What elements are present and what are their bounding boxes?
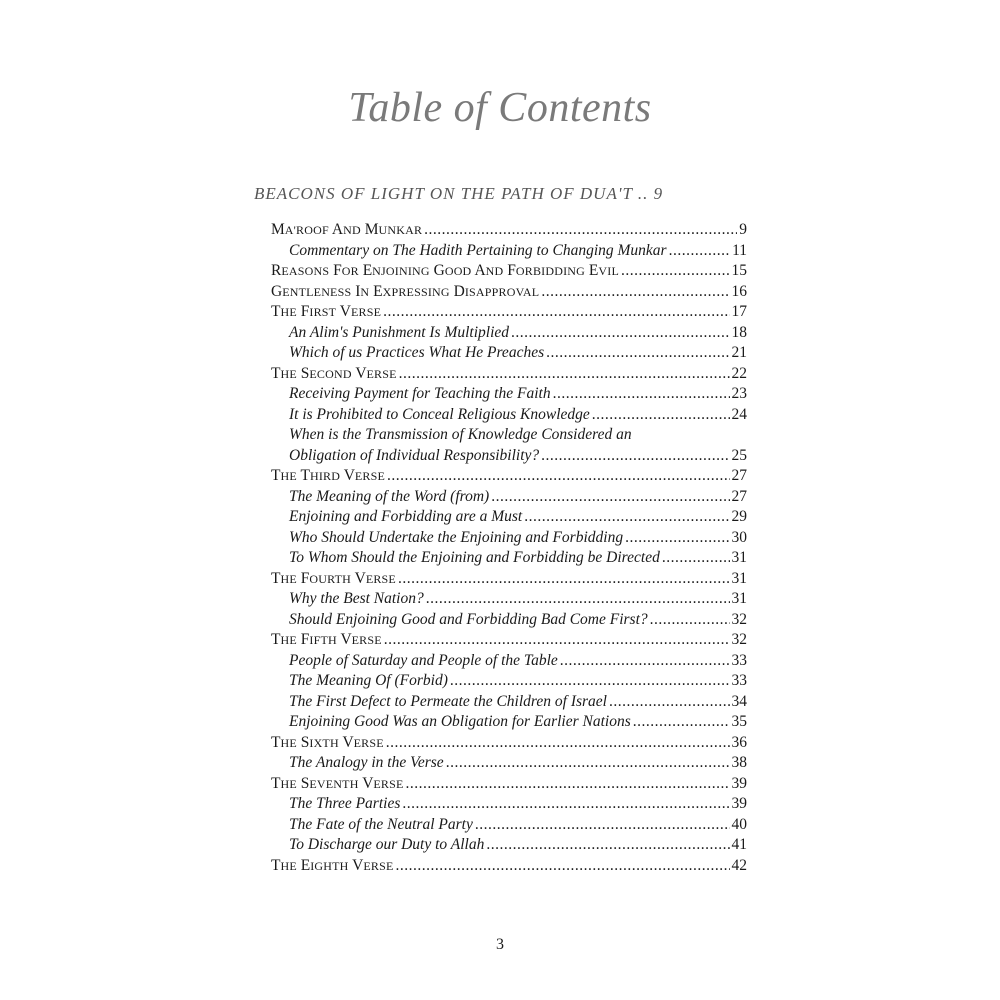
toc-entry-page: 23: [731, 385, 747, 402]
toc-entry-page: 33: [731, 672, 747, 689]
toc-entry-title: People of Saturday and People of the Table: [289, 651, 558, 669]
toc-entry-page: 40: [731, 815, 747, 833]
toc-leader-dots: [560, 651, 730, 672]
toc-subentry: [271, 753, 747, 774]
toc-entry-page: 32: [731, 631, 747, 648]
toc-entry-page: 35: [731, 713, 747, 730]
toc-subentry: [271, 692, 747, 713]
toc-entry-title: Enjoining and Forbidding are a Must: [289, 508, 523, 525]
toc-subentry: [271, 815, 747, 836]
toc-subentry: [271, 487, 747, 508]
toc-leader-dots: [426, 589, 730, 610]
toc-entry-title: An Alim's Punishment Is Multiplied: [289, 323, 510, 341]
toc-entry: [271, 774, 747, 795]
toc-leader-dots: [621, 261, 730, 282]
toc-leader-dots: [396, 856, 730, 877]
toc-leader-dots: [524, 507, 729, 528]
toc-entry-page: 32: [731, 610, 747, 628]
toc-entry-title: THE FIFTH VERSE: [271, 631, 382, 648]
toc-subentry: [271, 528, 747, 549]
section-heading: BEACONS OF LIGHT ON THE PATH OF DUA'T .. 9: [254, 184, 664, 203]
toc-entry-title: To Discharge our Duty to Allah: [289, 836, 485, 853]
toc-entry-title: When is the Transmission of Knowledge Considered an: [289, 426, 632, 443]
toc-subentry: [271, 425, 747, 446]
toc-entry-page: 17: [731, 303, 747, 320]
toc-entry-page: 29: [731, 508, 747, 525]
toc-entry-title: THE SECOND VERSE: [271, 364, 397, 382]
toc-subentry: [271, 446, 747, 467]
toc-subentry: [271, 712, 747, 733]
toc-entry: [271, 220, 747, 241]
toc-entry-title: The Meaning Of (Forbid): [289, 672, 448, 689]
toc-leader-dots: [609, 692, 730, 713]
toc-entry-page: 31: [731, 590, 747, 607]
toc-leader-dots: [491, 487, 729, 508]
toc-entry-title: Which of us Practices What He Preaches: [289, 344, 545, 361]
toc-leader-dots: [592, 405, 730, 426]
toc-entry-page: 22: [731, 364, 747, 382]
toc-leader-dots: [650, 610, 730, 631]
toc-leader-dots: [399, 364, 730, 385]
toc-entry: [271, 466, 747, 487]
toc-entry: [271, 630, 747, 651]
toc-subentry: [271, 507, 747, 528]
toc-entry: [271, 364, 747, 385]
toc-leader-dots: [383, 302, 729, 323]
toc-entry-page: 39: [731, 795, 747, 812]
toc-entry-page: 18: [731, 323, 747, 341]
toc-subentry: [271, 651, 747, 672]
page-title: Table of Contents: [348, 85, 652, 131]
toc-entry-page: 16: [731, 282, 747, 300]
toc-leader-dots: [386, 733, 730, 754]
toc-list: [271, 220, 747, 876]
toc-entry-title: Why the Best Nation?: [289, 590, 424, 607]
toc-subentry: [271, 323, 747, 344]
toc-entry: [271, 302, 747, 323]
toc-entry-page: 25: [731, 446, 747, 464]
toc-entry-page: 27: [731, 467, 747, 484]
toc-leader-dots: [446, 753, 730, 774]
toc-subentry: [271, 384, 747, 405]
toc-leader-dots: [553, 384, 730, 405]
toc-entry-title: To Whom Should the Enjoining and Forbidding be Directed: [289, 549, 660, 566]
toc-entry-page: 36: [731, 733, 747, 751]
toc-entry: [271, 282, 747, 303]
toc-entry-page: 31: [731, 549, 747, 566]
toc-entry-title: The Analogy in the Verse: [289, 754, 444, 771]
toc-entry-page: 42: [731, 856, 747, 874]
toc-leader-dots: [669, 241, 730, 262]
toc-entry: [271, 261, 747, 282]
toc-entry-page: 9: [739, 221, 747, 238]
toc-entry-title: THE FOURTH VERSE: [271, 569, 396, 587]
toc-entry-title: MA'ROOF AND MUNKAR: [271, 221, 423, 238]
toc-entry-page: 11: [732, 241, 747, 259]
toc-entry-title: The First Defect to Permeate the Children of Israel: [289, 692, 607, 710]
toc-entry-title: The Meaning of the Word (from): [289, 487, 490, 505]
toc-entry-title: THE EIGHTH VERSE: [271, 856, 394, 874]
toc-subentry: [271, 405, 747, 426]
toc-leader-dots: [450, 671, 730, 692]
toc-entry-page: 30: [731, 528, 747, 546]
toc-entry-title: REASONS FOR ENJOINING GOOD AND FORBIDDING EVIL: [271, 262, 619, 279]
toc-entry-title: THE SIXTH VERSE: [271, 733, 384, 751]
toc-entry-title: THE THIRD VERSE: [271, 467, 386, 484]
toc-entry-title: Commentary on The Hadith Pertaining to Changing Munkar: [289, 241, 667, 259]
toc-leader-dots: [475, 815, 730, 836]
toc-entry-page: 15: [731, 262, 747, 279]
toc-leader-dots: [486, 835, 729, 856]
toc-entry-title: Should Enjoining Good and Forbidding Bad Come First?: [289, 610, 648, 628]
toc-subentry: [271, 241, 747, 262]
toc-leader-dots: [633, 712, 730, 733]
toc-entry-title: Receiving Payment for Teaching the Faith: [289, 385, 551, 402]
toc-entry-page: 21: [731, 344, 747, 361]
toc-entry-page: 38: [731, 754, 747, 771]
toc-subentry: [271, 343, 747, 364]
toc-entry-title: The Three Parties: [289, 795, 401, 812]
toc-entry: [271, 733, 747, 754]
toc-leader-dots: [406, 774, 730, 795]
toc-leader-dots: [384, 630, 730, 651]
toc-entry-page: 33: [731, 651, 747, 669]
toc-subentry: [271, 794, 747, 815]
page-number: 3: [496, 936, 504, 953]
toc-entry-page: 24: [731, 405, 747, 423]
toc-subentry: [271, 589, 747, 610]
toc-entry-page: 34: [731, 692, 747, 710]
toc-entry-title: GENTLENESS IN EXPRESSING DISAPPROVAL: [271, 282, 540, 300]
toc-entry-page: 27: [731, 487, 747, 505]
toc-entry-title: It is Prohibited to Conceal Religious Knowledge: [289, 405, 590, 423]
toc-entry-title: Obligation of Individual Responsibility?: [289, 446, 540, 464]
toc-entry-title: Who Should Undertake the Enjoining and Forbidding: [289, 528, 624, 546]
toc-leader-dots: [546, 343, 729, 364]
toc-leader-dots: [625, 528, 729, 549]
toc-leader-dots: [402, 794, 729, 815]
toc-subentry: [271, 835, 747, 856]
toc-subentry: [271, 610, 747, 631]
toc-subentry: [271, 671, 747, 692]
toc-leader-dots: [662, 548, 730, 569]
toc-entry-title: THE SEVENTH VERSE: [271, 774, 404, 792]
toc-entry-title: The Fate of the Neutral Party: [289, 815, 473, 833]
toc-entry-page: 39: [731, 774, 747, 792]
toc-leader-dots: [541, 446, 729, 467]
toc-leader-dots: [511, 323, 729, 344]
toc-subentry: [271, 548, 747, 569]
toc-entry: [271, 569, 747, 590]
toc-leader-dots: [541, 282, 729, 303]
toc-leader-dots: [424, 220, 737, 241]
toc-entry-page: 41: [731, 836, 747, 853]
toc-entry-title: THE FIRST VERSE: [271, 303, 382, 320]
toc-leader-dots: [398, 569, 730, 590]
toc-entry-title: Enjoining Good Was an Obligation for Earlier Nations: [289, 713, 631, 730]
toc-leader-dots: [387, 466, 729, 487]
toc-entry: [271, 856, 747, 877]
toc-entry-page: 31: [731, 569, 747, 587]
